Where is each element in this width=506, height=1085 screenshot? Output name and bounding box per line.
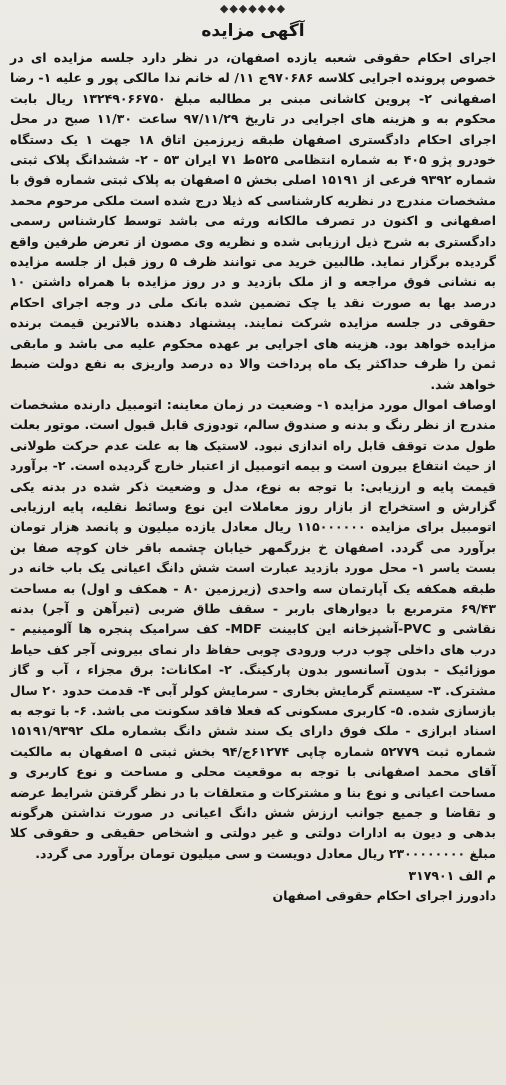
notice-paragraph-property-description: اوصاف اموال مورد مزایده ۱- وضعیت در زمان معاینه: اتومبیل دارنده مشخصات مندرج از نظر رنگ و بدنه و صندوق سالم، تودوزی قابل قبول است. موتور بعلت طول مدت توقف قابل راه اندازی نبود. لاستیک ها به علت عدم حرکت طولانی از حیث انتفاع بیرون است و بیمه اتومبیل از اعتبار خارج گردیده است. ۲- برآورد قیمت پایه و ارزیابی: با توجه به نوع، مدل و وضعیت ذکر شده در بدنه یکی گزارش و استخراج از بازار روز معاملات این نوع وسائط نقلیه، پایه ارزیابی اتومبیل برای مزایده ۱۱۵۰۰۰۰۰۰ ریال معادل یازده میلیون و پانصد هزار تومان برآورد می گردد. اصفهان خ بزرگمهر خیابان چشمه باقر خان کوچه صفا بن بست یاسر ۱- محل مورد بازدید عبارت است شش دانگ اعیانی یک باب خانه در طبقه همکفه یک آپارتمان سه واحدی (زیرزمین ۸۰ - همکف و اول) به مساحت ۶۹/۴۳ مترمربع با دیوارهای باربر - سقف طاق ضربی (تیرآهن و آجر) بدنه نقاشی و PVC-آشپزخانه این کابینت MDF- کف سرامیک پنجره ها آلومینیم - درب های داخلی چوب درب ورودی چوبی حفاظ دار نمای بیرونی آجر کف حیاط موزائیک - بدون آسانسور بدون پارکینگ. ۲- امکانات: برق مجزاء ، آب و گاز مشترک. ۳- سیستم گرمایش بخاری - سرمایش کولر آبی ۴- قدمت حدود ۲۰ سال بازسازی شده. ۵- کاربری مسکونی که فعلا فاقد سکونت می باشد. ۶- با توجه به اسناد ابرازی - ملک فوق دارای یک سند شش دانگ بشماره ملک ۱۵۱۹۱/۹۳۹۲ شماره ثبت ۵۲۷۷۹ شماره چاپی ۶۱۲۷۴ج/۹۴ بخش ثبتی ۵ اصفهان به مالکیت آقای محمد اصفهانی با توجه به موقعیت محلی و مساحت و نوع کاربری و مساحت اعیانی و نوع بنا و مشترکات و متعلقات با در نظر گرفتن شرایط عرضه و تقاضا و جمیع جوانب ارزش شش دانگ اعیانی در صورت نداشتن هرگونه بدهی و دیون به ادارات دولتی و غیر دولتی و اشخاص حقیقی و حقوقی کلا مبلغ ۲۳۰۰۰۰۰۰۰۰ ریال معادل دویست و سی میلیون تومان برآورد می گردد. [10,396,497,861]
notice-footer [10,866,496,906]
notice-paragraph-auction: اجرای احکام حقوقی شعبه یازده اصفهان، در نظر دارد جلسه مزایده ای در خصوص پرونده اجرایی کلاسه ۹۷۰۶۸۶ج ۱۱/ له خانم ندا مالکی پور و علیه ۱- رضا اصفهانی ۲- پروین کاشانی مبنی بر مطالبه مبلغ ۱۳۲۴۹۰۶۶۷۵۰ ریال بابت محکوم به و هزینه های اجرایی در تاریخ ۹۷/۱۱/۲۹ ساعت ۱۱/۳۰ صبح در محل اجرای احکام دادگستری اصفهان طبقه زیرزمین اتاق ۱۸ جهت ۱ یک دستگاه خودرو پژو ۴۰۵ به شماره انتظامی ۵۲۵ط ۷۱ ایران ۵۳ - ۲- ششدانگ پلاک ثبتی شماره ۹۳۹۲ فرعی از ۱۵۱۹۱ اصلی بخش ۵ اصفهان به پلاک ثبتی شماره فوق با مشخصات مندرج در نظریه کارشناسی که ذیلا درج شده است ملکی مرحوم محمد اصفهانی و اکنون در تصرف مالکانه ورثه می باشد توسط کارشناس رسمی دادگستری به شرح ذیل ارزیابی شده و نظریه وی مصون از تعرض طرفین واقع گردیده برگزار نماید. طالبین خرید می توانند ظرف ۵ روز قبل از جلسه مزایده به نشانی فوق مراجعه و از ملک بازدید و در روز مزایده با همراه داشتن ۱۰ درصد بها به صورت نقد یا چک تضمین شده بانک ملی در وجه اجرای احکام حقوقی در جلسه مزایده شرکت نمایند. پیشنهاد دهنده بالاترین قیمت برنده مزایده خواهد بود. هزینه های اجرایی بر عهده محکوم علیه می باشد و مابقی ثمن را ظرف حداکثر یک ماه پرداخت والا ده درصد واریزی به نفع دولت ضبط خواهد شد. [10,50,497,392]
notice-reference-code: م الف ۳۱۷۹۰۱ [408,868,496,884]
notice-title: آگهی مزایده [201,21,305,41]
notice-signature: دادورز اجرای احکام حقوقی اصفهان [272,888,496,904]
ornament-divider: ◆◆◆◆◆◆◆ [219,2,287,15]
notice-body [10,48,496,864]
